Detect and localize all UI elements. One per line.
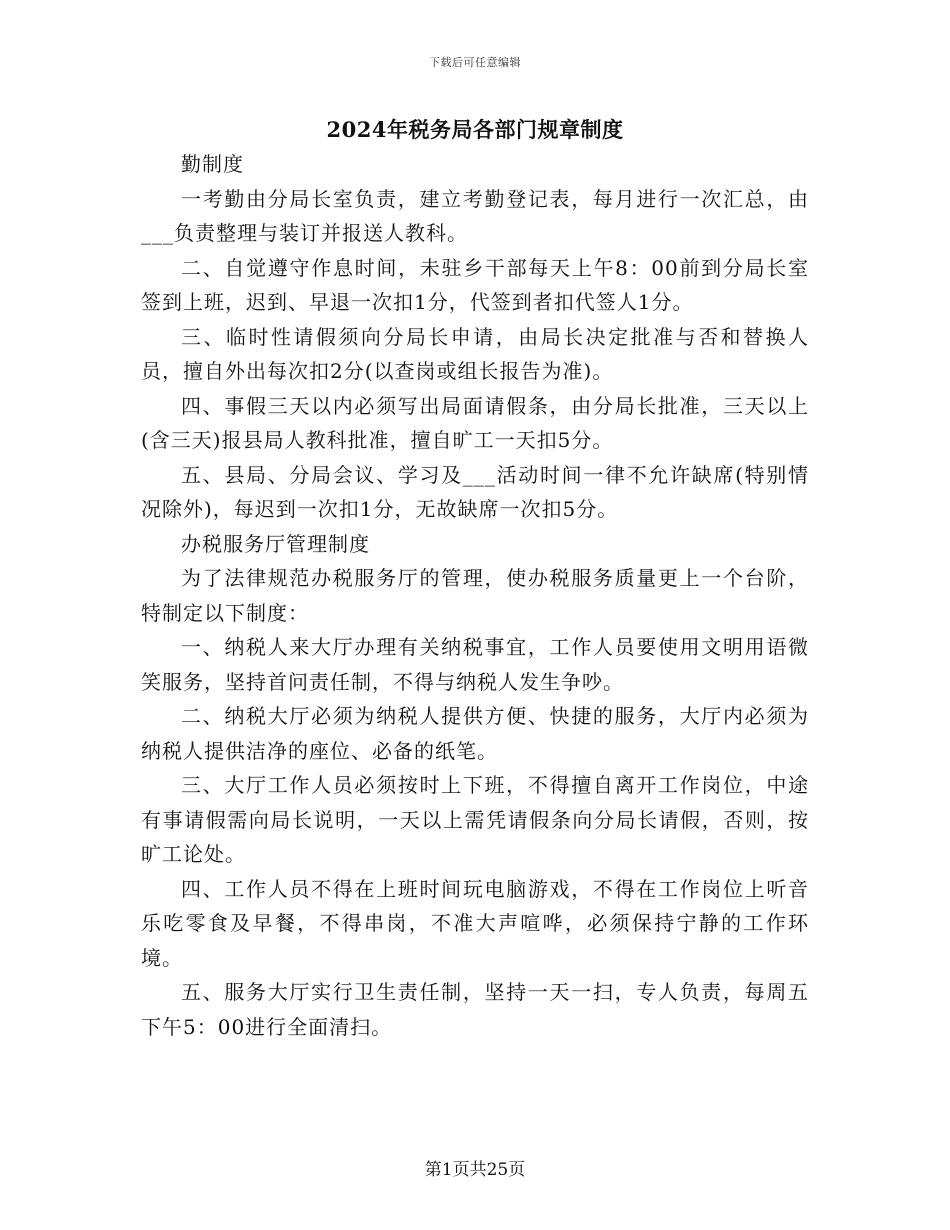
paragraph: 五、县局、分局会议、学习及___活动时间一律不允许缺席(特别情况除外)，每迟到一次扣1分，无故缺席一次扣5分。 — [141, 462, 809, 521]
paragraph: 二、自觉遵守作息时间，未驻乡干部每天上午8：00前到分局长室签到上班，迟到、早退一次扣1分，代签到者扣代签人1分。 — [141, 255, 809, 314]
paragraph: 四、事假三天以内必须写出局面请假条，由分局长批准，三天以上(含三天)报县局人教科批准，擅自旷工一天扣5分。 — [141, 393, 809, 452]
paragraph: 一考勤由分局长室负责，建立考勤登记表，每月进行一次汇总，由___负责整理与装订并报送人教科。 — [141, 186, 809, 245]
section-heading-attendance: 勤制度 — [181, 152, 244, 176]
section-heading-service-hall: 办税服务厅管理制度 — [181, 531, 370, 556]
paragraph: 四、工作人员不得在上班时间玩电脑游戏，不得在工作岗位上听音乐吃零食及早餐，不得串岗，不准大声喧哗，必须保持宁静的工作环境。 — [141, 876, 809, 970]
document-body — [141, 147, 809, 1044]
page-number-footer: 第1页共25页 — [424, 1160, 526, 1180]
paragraph: 五、服务大厅实行卫生责任制，坚持一天一扫，专人负责，每周五下午5：00进行全面清扫。 — [141, 980, 809, 1039]
paragraph: 三、大厅工作人员必须按时上下班，不得擅自离开工作岗位，中途有事请假需向局长说明，一天以上需凭请假条向分局长请假，否则，按旷工论处。 — [141, 773, 809, 866]
paragraph: 二、纳税大厅必须为纳税人提供方便、快捷的服务，大厅内必须为纳税人提供洁净的座位、必备的纸笔。 — [141, 704, 809, 763]
header-note: 下载后可任意编辑 — [429, 56, 521, 69]
paragraph: 一、纳税人来大厅办理有关纳税事宜，工作人员要使用文明用语微笑服务，坚持首问责任制，不得与纳税人发生争吵。 — [141, 635, 809, 694]
document-title: 2024年税务局各部门规章制度 — [326, 117, 624, 142]
paragraph: 三、临时性请假须向分局长申请，由局长决定批准与否和替换人员，擅自外出每次扣2分(以查岗或组长报告为准)。 — [141, 324, 809, 383]
paragraph: 为了法律规范办税服务厅的管理，使办税服务质量更上一个台阶，特制定以下制度： — [141, 566, 809, 625]
